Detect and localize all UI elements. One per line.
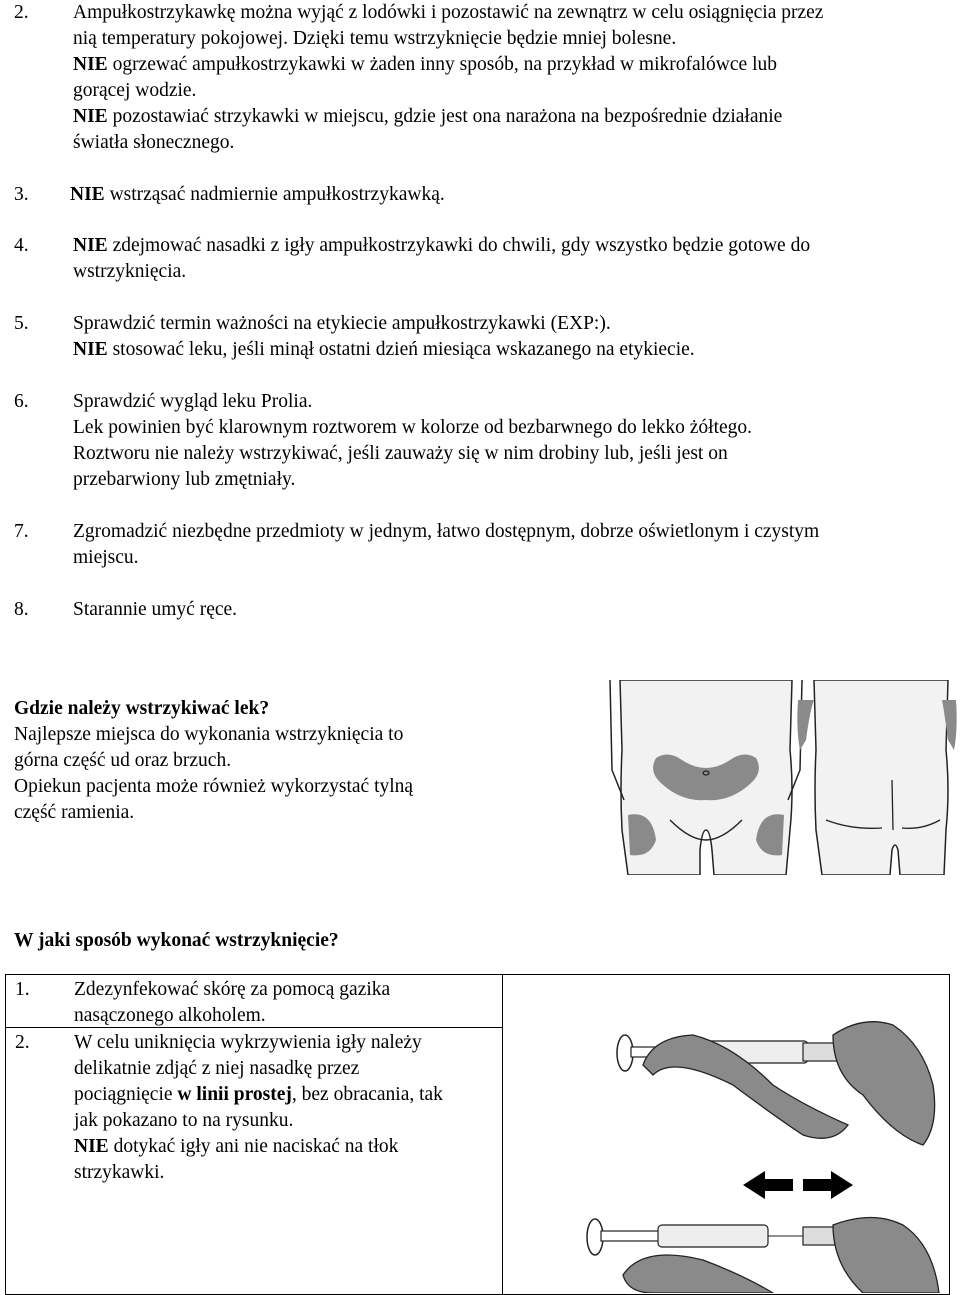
step-2-line-6: strzykawki.: [74, 1162, 165, 1183]
nie-label: NIE: [73, 106, 108, 127]
where-line-3: Opiekun pacjenta może również wykorzystać tylną: [14, 776, 414, 797]
item-4-cont: wstrzyknięcia.: [73, 261, 187, 282]
step-2-nie: NIE dotykać igły ani nie naciskać na tłok: [74, 1136, 399, 1157]
item-number: 7.: [14, 521, 29, 542]
step-number: 2.: [15, 1032, 30, 1053]
item-6-line-4: przebarwiony lub zmętniały.: [73, 469, 296, 490]
item-number: 4.: [14, 235, 29, 256]
step-2-cell: [6, 1028, 503, 1295]
item-number: 8.: [14, 599, 29, 620]
illustration-cell: [503, 975, 950, 1295]
step-2-line-2: delikatnie zdjąć z niej nasadkę przez: [74, 1058, 360, 1079]
nie-label: NIE: [73, 54, 108, 75]
item-7-line-1: Zgromadzić niezbędne przedmioty w jednym, łatwo dostępnym, dobrze oświetlonym i czystym: [73, 521, 820, 542]
item-2-nie-1: NIE ogrzewać ampułkostrzykawki w żaden inny sposób, na przykład w mikrofalówce lub: [73, 54, 777, 75]
nie-label: NIE: [70, 184, 105, 205]
item-7-line-2: miejscu.: [73, 547, 139, 568]
step-1-line-2: nasączonego alkoholem.: [74, 1005, 266, 1026]
right-hand-top: [833, 1022, 935, 1145]
nie-label: NIE: [73, 339, 108, 360]
where-line-2: górna część ud oraz brzuch.: [14, 750, 232, 771]
remove-needle-cap-illustration: [503, 975, 949, 1293]
item-number: 6.: [14, 391, 29, 412]
where-heading: Gdzie należy wstrzykiwać lek?: [14, 698, 270, 719]
injection-steps-table: [5, 974, 950, 1295]
item-2-nie-2-cont: światła słonecznego.: [73, 132, 235, 153]
item-8-line-1: Starannie umyć ręce.: [73, 599, 238, 620]
item-number: 5.: [14, 313, 29, 334]
item-5-nie: NIE stosować leku, jeśli minął ostatni dzień miesiąca wskazanego na etykiecie.: [73, 339, 695, 360]
step-1-line-1: Zdezynfekować skórę za pomocą gazika: [74, 979, 391, 1000]
item-5-line-1: Sprawdzić termin ważności na etykiecie ampułkostrzykawki (EXP:).: [73, 313, 611, 334]
right-hand-bottom: [833, 1218, 939, 1294]
step-2-line-4: jak pokazano to na rysunku.: [74, 1110, 294, 1131]
step-1-cell: [6, 975, 503, 1028]
injection-sites-illustration: [590, 680, 960, 875]
back-body-figure: [797, 680, 956, 875]
item-3-text: NIE wstrząsać nadmiernie ampułkostrzykawką.: [70, 184, 445, 205]
where-line-1: Najlepsze miejsca do wykonania wstrzyknięcia to: [14, 724, 404, 745]
item-number: 3.: [14, 184, 29, 205]
item-2-line-1: Ampułkostrzykawkę można wyjąć z lodówki i pozostawić na zewnątrz w celu osiągnięcia przez: [73, 2, 824, 23]
arrow-right-icon: [803, 1171, 853, 1199]
item-2-nie-1-cont: gorącej wodzie.: [73, 80, 197, 101]
step-2-line-3: pociągnięcie w linii prostej, bez obracania, tak: [74, 1084, 443, 1105]
how-heading: W jaki sposób wykonać wstrzyknięcie?: [14, 930, 339, 951]
left-hand-bottom: [623, 1255, 773, 1293]
item-6-line-1: Sprawdzić wygląd leku Prolia.: [73, 391, 313, 412]
nie-label: NIE: [73, 235, 108, 256]
item-2-nie-2: NIE pozostawiać strzykawki w miejscu, gdzie jest ona narażona na bezpośrednie działanie: [73, 106, 783, 127]
item-2-line-2: nią temperatury pokojowej. Dzięki temu wstrzyknięcie będzie mniej bolesne.: [73, 28, 677, 49]
step-2-line-1: W celu uniknięcia wykrzywienia igły należy: [74, 1032, 422, 1053]
nie-label: NIE: [74, 1136, 109, 1157]
where-line-4: część ramienia.: [14, 802, 135, 823]
item-6-line-3: Roztworu nie należy wstrzykiwać, jeśli zauważy się w nim drobiny lub, jeśli jest on: [73, 443, 728, 464]
item-6-line-2: Lek powinien być klarownym roztworem w kolorze od bezbarwnego do lekko żółtego.: [73, 417, 753, 438]
syringe-bottom: [587, 1219, 863, 1255]
item-4-text: NIE zdejmować nasadki z igły ampułkostrzykawki do chwili, gdy wszystko będzie gotowe do: [73, 235, 811, 256]
step-number: 1.: [15, 979, 30, 1000]
item-number: 2.: [14, 2, 29, 23]
arrow-left-icon: [743, 1171, 793, 1199]
